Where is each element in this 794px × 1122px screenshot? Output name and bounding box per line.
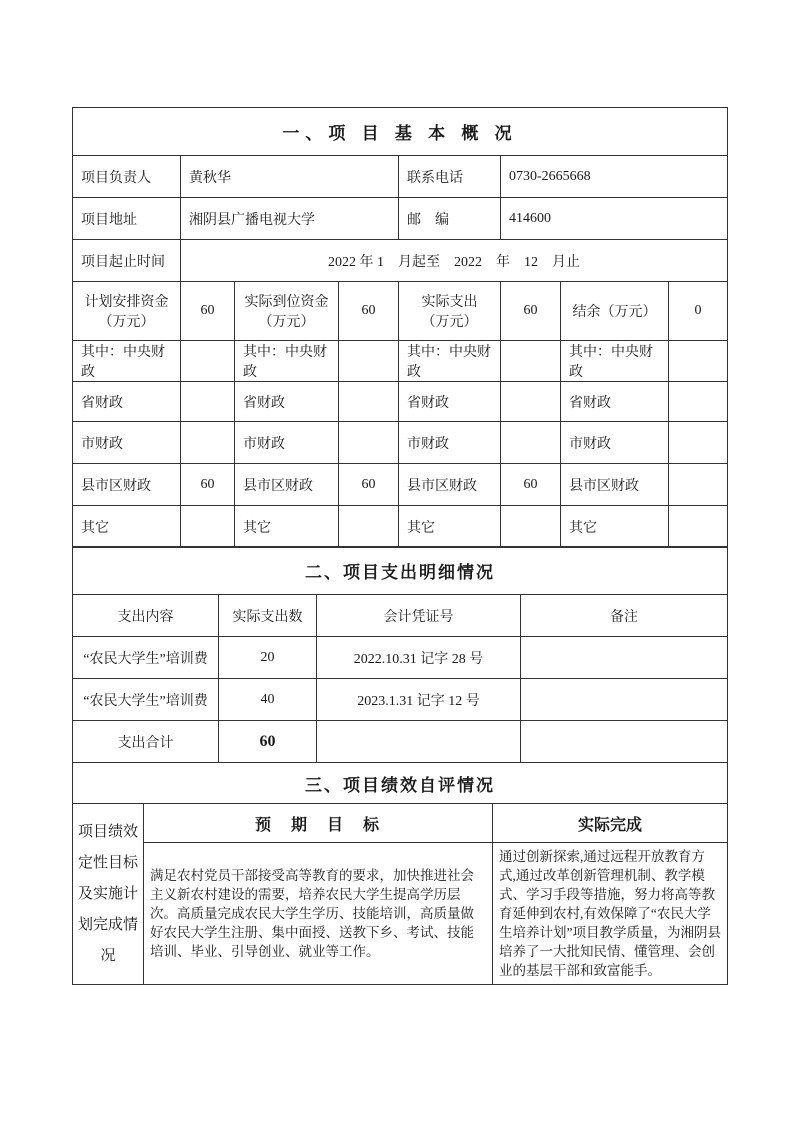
breakdown-label: 其它 [235,506,339,548]
breakdown-value [181,506,235,548]
fund-received-label [235,282,339,341]
breakdown-value [669,464,728,506]
breakdown-value [339,382,399,422]
postcode-value: 414600 [501,198,728,240]
breakdown-label: 省财政 [399,382,501,422]
breakdown-value [669,382,728,422]
breakdown-row [73,422,728,464]
breakdown-value [501,341,561,382]
actual-text: 通过创新探索,通过远程开放教育方式,通过改革创新管理机制、教学模式、学习手段等措施，努力将高等教育延伸到农村,有效保障了“农民大学生培养计划”项目教学质量，为湘阴县培养了一大批知民情、懂管理、会创业的基层干部和致富能手。 [493,843,728,985]
breakdown-label: 其中：中央财政 [235,341,339,382]
postcode-label: 邮 编 [399,198,501,240]
breakdown-label: 其中：中央财政 [73,341,181,382]
table-row [73,679,728,721]
expense-remark [521,679,728,721]
expense-content: “农民大学生”培训费 [73,679,219,721]
address-label: 项目地址 [73,198,181,240]
breakdown-label: 市财政 [399,422,501,464]
breakdown-label: 其中：中央财政 [561,341,669,382]
expense-content: “农民大学生”培训费 [73,637,219,679]
breakdown-label: 其它 [73,506,181,548]
breakdown-value [669,506,728,548]
breakdown-label: 县市区财政 [561,464,669,506]
breakdown-label: 县市区财政 [73,464,181,506]
header-remark: 备注 [521,595,728,637]
section3-title: 三、项目绩效自评情况 [73,763,728,804]
breakdown-label: 其它 [561,506,669,548]
fund-label: 实际到位资金 [244,295,329,310]
breakdown-label: 省财政 [561,382,669,422]
breakdown-value [501,422,561,464]
expense-voucher: 2023.1.31 记字 12 号 [317,679,521,721]
section2-title: 二、项目支出明细情况 [73,547,728,595]
breakdown-value: 60 [339,464,399,506]
empty-cell [521,721,728,763]
total-label: 支出合计 [73,721,219,763]
breakdown-value [501,506,561,548]
expected-header: 预 期 目 标 [144,804,493,843]
leader-value: 黄秋华 [181,156,399,198]
breakdown-value [181,382,235,422]
fund-unit: （万元） [258,315,315,330]
breakdown-value [669,422,728,464]
period-label: 项目起止时间 [73,240,181,282]
fund-unit: （万元） [98,315,155,330]
breakdown-label: 县市区财政 [235,464,339,506]
total-value: 60 [219,721,317,763]
breakdown-row [73,464,728,506]
fund-label: 计划安排资金 [84,295,169,310]
fund-spent-value: 60 [501,282,561,341]
breakdown-row [73,341,728,382]
breakdown-label: 市财政 [561,422,669,464]
breakdown-label: 其它 [399,506,501,548]
fund-balance-label: 结余（万元） [561,282,669,341]
breakdown-value [501,382,561,422]
breakdown-label: 县市区财政 [399,464,501,506]
breakdown-label: 市财政 [73,422,181,464]
breakdown-value [181,341,235,382]
period-value: 2022 年 1 月起至 2022 年 12 月止 [181,240,728,282]
performance-table [72,762,728,985]
breakdown-value [339,422,399,464]
fund-unit: （万元） [421,315,478,330]
breakdown-value [181,422,235,464]
fund-received-value: 60 [339,282,399,341]
performance-side-label: 项目绩效定性目标及实施计划完成情况 [73,804,144,985]
empty-cell [317,721,521,763]
expense-voucher: 2022.10.31 记字 28 号 [317,637,521,679]
breakdown-label: 其中：中央财政 [399,341,501,382]
expense-table [72,546,728,763]
breakdown-label: 省财政 [235,382,339,422]
breakdown-row [73,506,728,548]
breakdown-label: 市财政 [235,422,339,464]
expense-remark [521,637,728,679]
expected-text: 满足农村党员干部接受高等教育的要求，加快推进社会主义新农村建设的需要，培养农民大学生提高学历层次。高质量完成农民大学生学历、技能培训，高质量做好农民大学生注册、集中面授、送教下乡、考试、技能培训、毕业、引导创业、就业等工作。 [144,843,493,985]
table-row [73,637,728,679]
leader-label: 项目负责人 [73,156,181,198]
fund-balance-value: 0 [669,282,728,341]
breakdown-row [73,382,728,422]
fund-planned-label [73,282,181,341]
basic-info-table [72,107,728,548]
phone-label: 联系电话 [399,156,501,198]
fund-planned-value: 60 [181,282,235,341]
phone-value: 0730-2665668 [501,156,728,198]
breakdown-value [339,506,399,548]
actual-header: 实际完成 [493,804,728,843]
fund-spent-label [399,282,501,341]
breakdown-value [339,341,399,382]
section1-title: 一、项 目 基 本 概 况 [73,108,728,156]
header-amount: 实际支出数 [219,595,317,637]
expense-amount: 40 [219,679,317,721]
breakdown-label: 省财政 [73,382,181,422]
fund-label: 实际支出 [421,295,478,310]
breakdown-value [669,341,728,382]
expense-amount: 20 [219,637,317,679]
total-row [73,721,728,763]
header-content: 支出内容 [73,595,219,637]
breakdown-value: 60 [501,464,561,506]
breakdown-value: 60 [181,464,235,506]
header-voucher: 会计凭证号 [317,595,521,637]
address-value: 湘阴县广播电视大学 [181,198,399,240]
